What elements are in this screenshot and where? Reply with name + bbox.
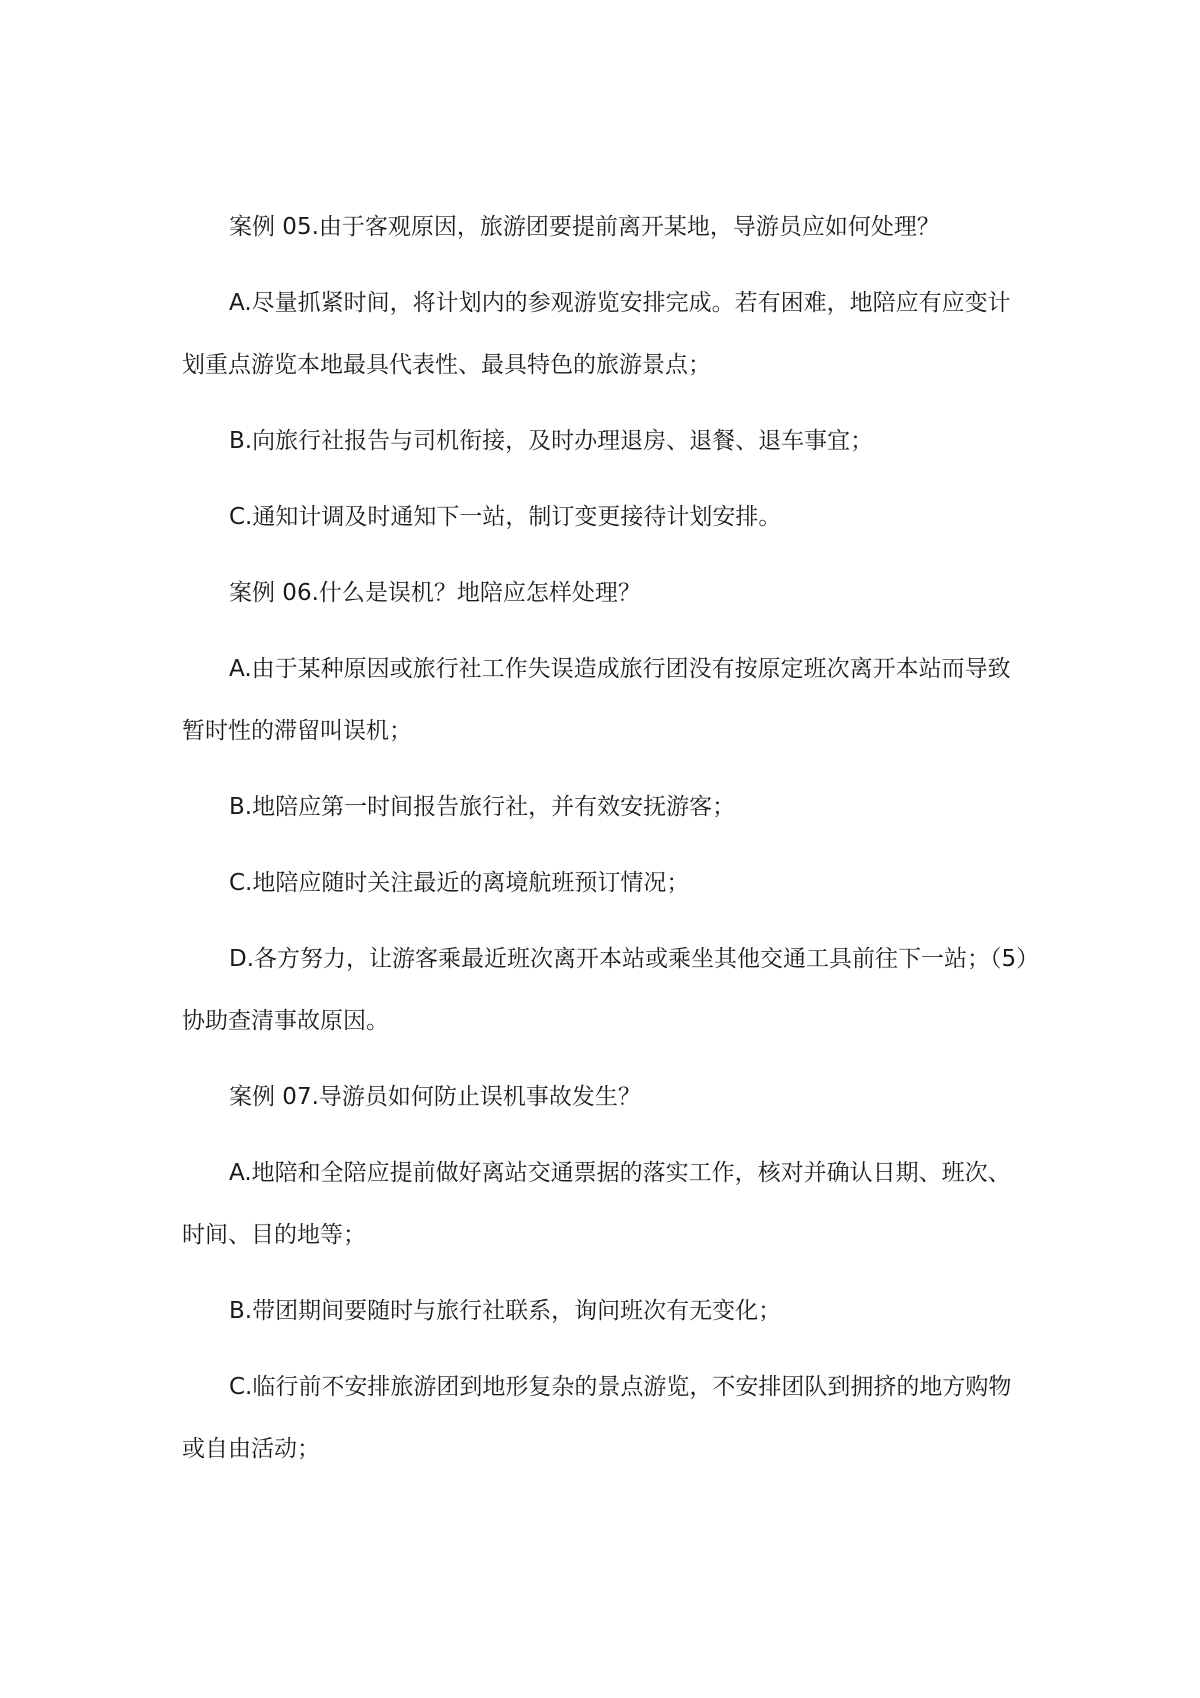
case-07-answer-b: B.带团期间要随时与旅行社联系，询问班次有无变化； xyxy=(229,1298,782,1324)
case-06-question: 案例 06.什么是误机？地陪应怎样处理？ xyxy=(229,580,641,606)
case-05-answer-a: A.尽量抓紧时间，将计划内的参观游览安排完成。若有困难，地陪应有应变计划重点游览本地最具代表性、最具特色的旅游景点； xyxy=(182,290,1011,378)
case-07-question: 案例 07.导游员如何防止误机事故发生？ xyxy=(229,1084,641,1110)
case-05-answer-c: C.通知计调及时通知下一站，制订变更接待计划安排。 xyxy=(229,504,782,530)
case-05-question: 案例 05.由于客观原因，旅游团要提前离开某地，导游员应如何处理？ xyxy=(229,214,940,240)
case-07-answer-a: A.地陪和全陪应提前做好离站交通票据的落实工作，核对并确认日期、班次、时间、目的地等； xyxy=(182,1160,1011,1248)
case-06-answer-a: A.由于某种原因或旅行社工作失误造成旅行团没有按原定班次离开本站而导致暂时性的滞留叫误机； xyxy=(182,656,1011,744)
case-06-answer-d: D.各方努力，让游客乘最近班次离开本站或乘坐其他交通工具前往下一站；（5）协助查清事故原因。 xyxy=(182,946,1028,1034)
document-body xyxy=(182,196,1028,1494)
case-05-answer-b: B.向旅行社报告与司机衔接，及时办理退房、退餐、退车事宜； xyxy=(229,428,874,454)
case-06-answer-c: C.地陪应随时关注最近的离境航班预订情况； xyxy=(229,870,690,896)
case-06-answer-b: B.地陪应第一时间报告旅行社，并有效安抚游客； xyxy=(229,794,736,820)
case-07-answer-c: C.临行前不安排旅游团到地形复杂的景点游览，不安排团队到拥挤的地方购物或自由活动； xyxy=(182,1374,1012,1462)
